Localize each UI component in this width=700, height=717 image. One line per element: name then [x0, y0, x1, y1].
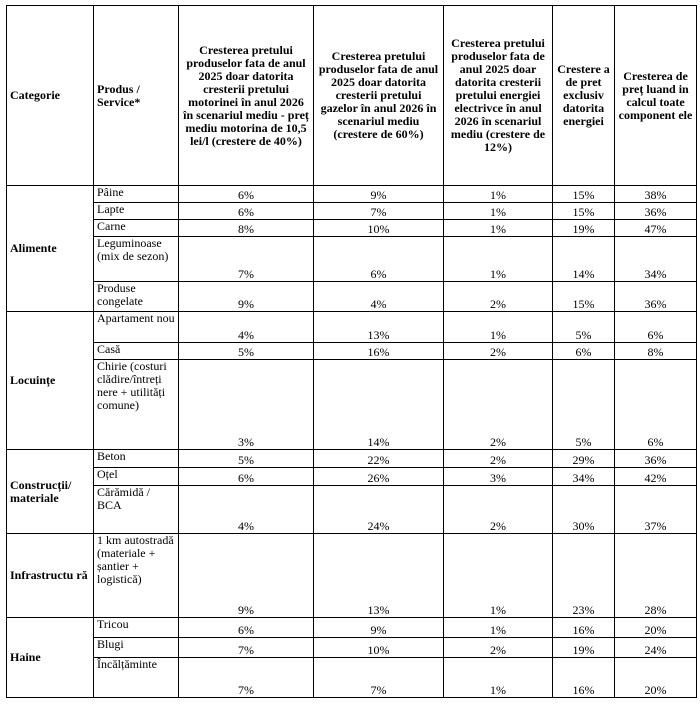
- product-cell: Cărămidă / BCA: [94, 486, 179, 534]
- value-cell: 1%: [444, 237, 553, 282]
- table-row: [7, 450, 697, 468]
- value-cell: 1%: [444, 534, 553, 618]
- table-row: [7, 534, 697, 618]
- table-row: [7, 343, 697, 360]
- value-cell: 24%: [314, 486, 444, 534]
- value-cell: 5%: [179, 343, 314, 360]
- value-cell: 34%: [553, 468, 615, 486]
- value-cell: 13%: [314, 534, 444, 618]
- value-cell: 2%: [444, 282, 553, 312]
- value-cell: 2%: [444, 450, 553, 468]
- value-cell: 6%: [179, 186, 314, 203]
- table-row: [7, 312, 697, 343]
- value-cell: 5%: [553, 360, 615, 450]
- product-cell: Beton: [94, 450, 179, 468]
- value-cell: 22%: [314, 450, 444, 468]
- price-increase-table-wrapper: [6, 5, 697, 698]
- value-cell: 19%: [553, 638, 615, 658]
- header-categorie: Categorie: [7, 6, 94, 186]
- value-cell: 4%: [179, 312, 314, 343]
- value-cell: 13%: [314, 312, 444, 343]
- value-cell: 7%: [179, 658, 314, 698]
- table-row: [7, 237, 697, 282]
- value-cell: 15%: [553, 282, 615, 312]
- value-cell: 14%: [314, 360, 444, 450]
- value-cell: 6%: [179, 618, 314, 638]
- table-row: [7, 618, 697, 638]
- value-cell: 1%: [444, 312, 553, 343]
- product-cell: Blugi: [94, 638, 179, 658]
- table-row: [7, 486, 697, 534]
- value-cell: 16%: [553, 618, 615, 638]
- value-cell: 19%: [553, 220, 615, 237]
- table-row: [7, 638, 697, 658]
- value-cell: 2%: [444, 360, 553, 450]
- category-cell: Infrastructu ră: [7, 534, 94, 618]
- header-row: [7, 6, 697, 186]
- header-gaze: Cresterea pretului produselor fata de anul 2025 doar datorita cresterii pretului gazelor în anul 2026 în scenariul mediu (crestere de 60%): [314, 6, 444, 186]
- value-cell: 47%: [615, 220, 697, 237]
- category-cell: Construcții/ materiale: [7, 450, 94, 534]
- value-cell: 3%: [179, 360, 314, 450]
- value-cell: 10%: [314, 220, 444, 237]
- product-cell: Oțel: [94, 468, 179, 486]
- value-cell: 15%: [553, 203, 615, 220]
- product-cell: Încălțăminte: [94, 658, 179, 698]
- value-cell: 42%: [615, 468, 697, 486]
- product-cell: Chirie (costuri clădire/întreți nere + utilități comune): [94, 360, 179, 450]
- category-cell: Haine: [7, 618, 94, 698]
- value-cell: 10%: [314, 638, 444, 658]
- product-cell: Lapte: [94, 203, 179, 220]
- value-cell: 2%: [444, 638, 553, 658]
- value-cell: 30%: [553, 486, 615, 534]
- product-cell: Apartament nou: [94, 312, 179, 343]
- value-cell: 7%: [179, 638, 314, 658]
- product-cell: Pâine: [94, 186, 179, 203]
- value-cell: 20%: [615, 658, 697, 698]
- category-cell: Alimente: [7, 186, 94, 312]
- value-cell: 28%: [615, 534, 697, 618]
- value-cell: 8%: [179, 220, 314, 237]
- value-cell: 5%: [179, 450, 314, 468]
- value-cell: 1%: [444, 618, 553, 638]
- value-cell: 6%: [553, 343, 615, 360]
- value-cell: 23%: [553, 534, 615, 618]
- value-cell: 9%: [314, 186, 444, 203]
- table-row: [7, 658, 697, 698]
- value-cell: 15%: [553, 186, 615, 203]
- value-cell: 9%: [179, 282, 314, 312]
- product-cell: Tricou: [94, 618, 179, 638]
- product-cell: Carne: [94, 220, 179, 237]
- table-row: [7, 468, 697, 486]
- product-cell: Casă: [94, 343, 179, 360]
- value-cell: 7%: [314, 658, 444, 698]
- product-cell: 1 km autostradă (materiale + șantier + logistică): [94, 534, 179, 618]
- value-cell: 5%: [553, 312, 615, 343]
- value-cell: 6%: [615, 360, 697, 450]
- value-cell: 4%: [179, 486, 314, 534]
- value-cell: 1%: [444, 203, 553, 220]
- value-cell: 1%: [444, 658, 553, 698]
- value-cell: 20%: [615, 618, 697, 638]
- product-cell: Leguminoase (mix de sezon): [94, 237, 179, 282]
- value-cell: 14%: [553, 237, 615, 282]
- value-cell: 6%: [179, 468, 314, 486]
- header-crestere-energie: Crestere a de pret exclusiv datorita energiei: [553, 6, 615, 186]
- price-increase-table: [6, 5, 697, 698]
- value-cell: 24%: [615, 638, 697, 658]
- table-row: [7, 203, 697, 220]
- value-cell: 34%: [615, 237, 697, 282]
- header-motorina: Cresterea pretului produselor fata de anul 2025 doar datorita cresterii pretului motorinei în anul 2026 în scenariul mediu - preț mediu motorina de 10,5 lei/l (crestere de 40%): [179, 6, 314, 186]
- value-cell: 6%: [179, 203, 314, 220]
- table-row: [7, 220, 697, 237]
- value-cell: 9%: [179, 534, 314, 618]
- value-cell: 4%: [314, 282, 444, 312]
- value-cell: 16%: [314, 343, 444, 360]
- value-cell: 37%: [615, 486, 697, 534]
- product-cell: Produse congelate: [94, 282, 179, 312]
- value-cell: 7%: [314, 203, 444, 220]
- value-cell: 2%: [444, 486, 553, 534]
- value-cell: 38%: [615, 186, 697, 203]
- value-cell: 8%: [615, 343, 697, 360]
- table-row: [7, 186, 697, 203]
- value-cell: 7%: [179, 237, 314, 282]
- value-cell: 36%: [615, 450, 697, 468]
- value-cell: 2%: [444, 343, 553, 360]
- value-cell: 1%: [444, 220, 553, 237]
- header-energie-electrica: Cresterea pretului produselor fata de anul 2025 doar datorita cresterii pretului energiei electrivce în anul 2026 în scenariul mediu (crestere de 12%): [444, 6, 553, 186]
- header-produs: Produs / Service*: [94, 6, 179, 186]
- value-cell: 29%: [553, 450, 615, 468]
- value-cell: 6%: [314, 237, 444, 282]
- table-row: [7, 360, 697, 450]
- value-cell: 16%: [553, 658, 615, 698]
- value-cell: 36%: [615, 203, 697, 220]
- value-cell: 26%: [314, 468, 444, 486]
- category-cell: Locuințe: [7, 312, 94, 450]
- value-cell: 36%: [615, 282, 697, 312]
- header-crestere-totala: Cresterea de preț luand in calcul toate component ele: [615, 6, 697, 186]
- table-row: [7, 282, 697, 312]
- value-cell: 3%: [444, 468, 553, 486]
- value-cell: 6%: [615, 312, 697, 343]
- value-cell: 1%: [444, 186, 553, 203]
- value-cell: 9%: [314, 618, 444, 638]
